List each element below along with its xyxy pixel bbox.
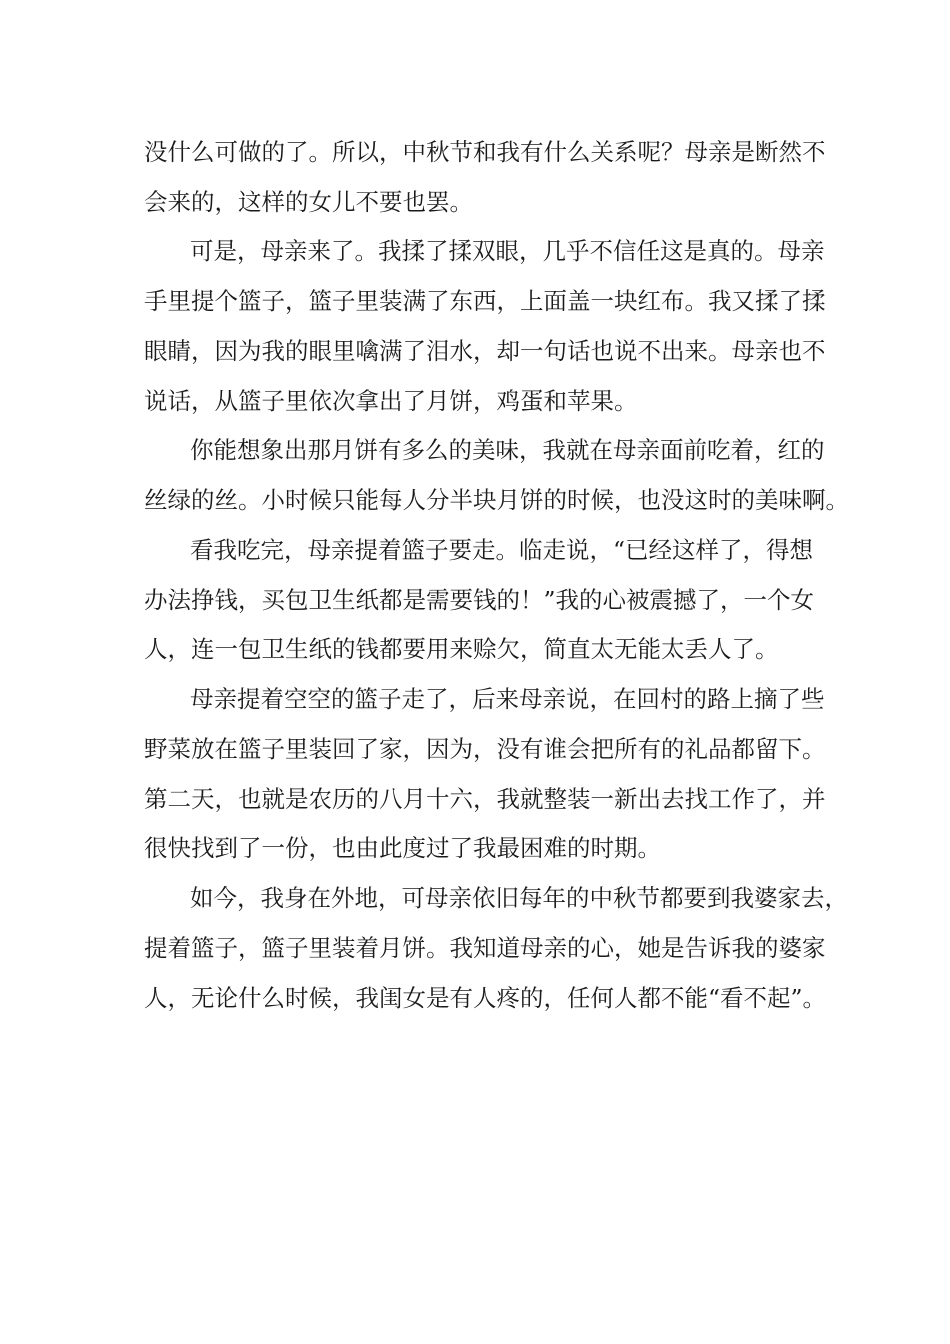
paragraph-start-line: 你能想象出那月饼有多么的美味，我就在母亲面前吃着，红的 [190,436,825,464]
text-line: 人，无论什么时候，我闺女是有人疼的，任何人都不能“看不起”。 [144,984,827,1012]
text-line: 手里提个篮子，篮子里装满了东西，上面盖一块红布。我又揉了揉 [144,287,826,315]
text-line: 提着篮子，篮子里装着月饼。我知道母亲的心，她是告诉我的婆家 [144,934,826,962]
paragraph-start-line: 看我吃完，母亲提着篮子要走。临走说，“已经这样了，得想 [190,536,814,564]
text-line: 没什么可做的了。所以，中秋节和我有什么关系呢？母亲是断然不 [144,138,826,166]
text-line: 第二天，也就是农历的八月十六，我就整装一新出去找工作了，并 [144,785,826,813]
text-line: 会来的，这样的女儿不要也罢。 [144,188,473,216]
text-line: 办法挣钱，买包卫生纸都是需要钱的！”我的心被震撼了，一个女 [144,586,815,614]
text-line: 丝绿的丝。小时候只能每人分半块月饼的时候，也没这时的美味啊。 [144,486,849,514]
paragraph-start-line: 可是，母亲来了。我揉了揉双眼，几乎不信任这是真的。母亲 [190,237,825,265]
text-line: 很快找到了一份，也由此度过了我最困难的时期。 [144,834,661,862]
paragraph-start-line: 母亲提着空空的篮子走了，后来母亲说，在回村的路上摘了些 [190,685,825,713]
text-line: 说话，从篮子里依次拿出了月饼，鸡蛋和苹果。 [144,387,638,415]
text-line: 人，连一包卫生纸的钱都要用来赊欠，简直太无能太丢人了。 [144,635,779,663]
text-line: 野菜放在篮子里装回了家，因为，没有谁会把所有的礼品都留下。 [144,735,826,763]
paragraph-start-line: 如今，我身在外地，可母亲依旧每年的中秋节都要到我婆家去， [190,884,848,912]
text-line: 眼睛，因为我的眼里噙满了泪水，却一句话也说不出来。母亲也不 [144,337,826,365]
